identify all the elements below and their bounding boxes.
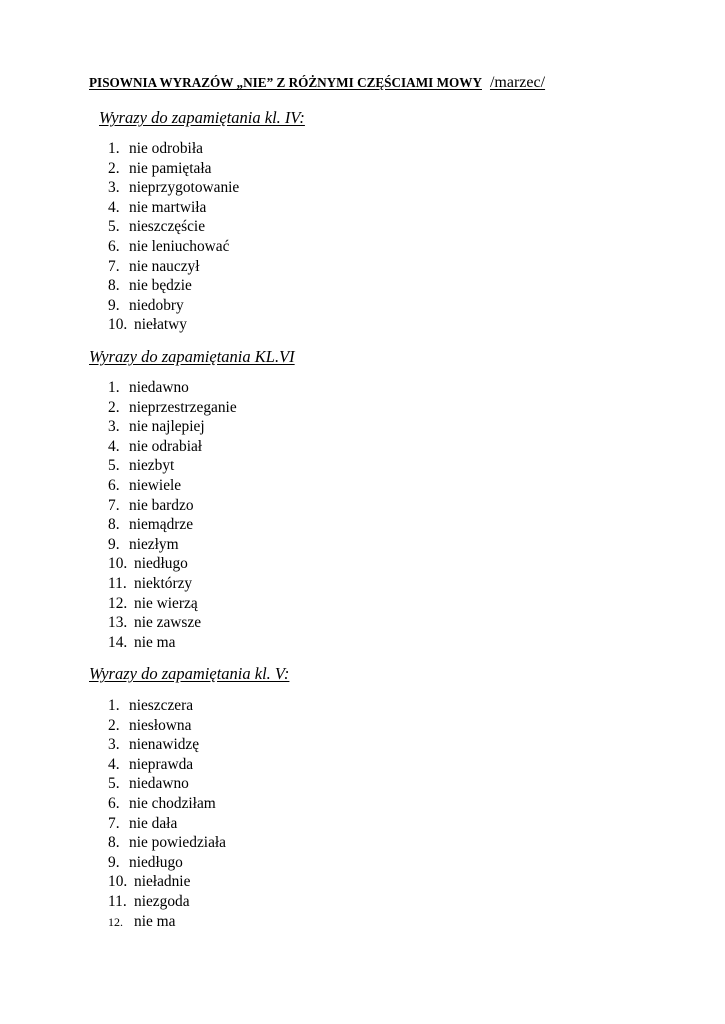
item-number: 7. xyxy=(108,496,120,514)
list-item xyxy=(108,178,239,198)
item-number: 9. xyxy=(108,296,120,314)
list-item xyxy=(108,535,237,555)
item-text: nie odrabiał xyxy=(129,437,203,455)
item-number: 3. xyxy=(108,736,120,754)
item-number: 14. xyxy=(108,633,128,651)
item-number: 2. xyxy=(108,716,120,734)
list-item xyxy=(108,217,239,237)
item-text: nieładnie xyxy=(134,873,191,891)
title-text: PISOWNIA WYRAZÓW „NIE” Z RÓŻNYMI CZĘŚCIAMI MOWY xyxy=(89,75,482,90)
list-item xyxy=(108,594,237,614)
list-item xyxy=(108,496,237,516)
list-item xyxy=(108,515,237,535)
item-text: nieprawda xyxy=(129,755,194,773)
item-number: 2. xyxy=(108,398,120,416)
item-text: niedawno xyxy=(129,775,189,793)
item-text: nie leniuchować xyxy=(129,237,230,255)
item-number: 11. xyxy=(108,574,127,592)
list-item xyxy=(108,276,239,296)
item-number: 5. xyxy=(108,218,120,236)
list-item xyxy=(108,912,226,932)
item-text: niedobry xyxy=(129,296,184,314)
item-number: 3. xyxy=(108,418,120,436)
item-number: 8. xyxy=(108,834,120,852)
page-title xyxy=(89,74,545,92)
item-number: 10. xyxy=(108,873,128,891)
list-item xyxy=(108,554,237,574)
item-number: 5. xyxy=(108,775,120,793)
list-item xyxy=(108,257,239,277)
section-heading-kl-iv: Wyrazy do zapamiętania kl. IV: xyxy=(99,108,305,127)
list-item xyxy=(108,139,239,159)
item-number: 4. xyxy=(108,755,120,773)
list-item xyxy=(108,716,226,736)
list-item xyxy=(108,613,237,633)
list-item xyxy=(108,437,237,457)
item-text: nieszczęście xyxy=(129,218,206,236)
item-text: nieszczera xyxy=(129,697,194,714)
list-item xyxy=(108,159,239,179)
list-item xyxy=(108,398,237,418)
item-text: nie odrobiła xyxy=(129,140,203,157)
list-item xyxy=(108,892,226,912)
list-item xyxy=(108,755,226,775)
item-number: 5. xyxy=(108,457,120,475)
item-text: nienawidzę xyxy=(129,736,200,754)
item-number: 2. xyxy=(108,159,120,177)
list-item xyxy=(108,237,239,257)
item-number: 1. xyxy=(108,140,120,157)
item-number: 6. xyxy=(108,794,120,812)
item-number: 11. xyxy=(108,892,127,910)
word-list-kl-vi xyxy=(108,378,237,652)
list-item xyxy=(108,456,237,476)
item-number: 3. xyxy=(108,179,120,197)
item-number: 8. xyxy=(108,277,120,295)
item-number: 10. xyxy=(108,555,128,573)
item-text: niektórzy xyxy=(134,574,193,592)
list-item xyxy=(108,378,237,398)
item-text: nie dała xyxy=(129,814,178,832)
item-text: nie ma xyxy=(134,633,176,651)
list-item xyxy=(108,315,239,335)
list-item xyxy=(108,833,226,853)
item-number: 9. xyxy=(108,535,120,553)
item-text: niełatwy xyxy=(134,316,187,334)
list-item xyxy=(108,814,226,834)
item-text: nie będzie xyxy=(129,277,192,295)
list-item xyxy=(108,296,239,316)
list-item xyxy=(108,794,226,814)
item-number: 12. xyxy=(108,914,123,929)
item-text: nie wierzą xyxy=(134,594,198,612)
item-number: 4. xyxy=(108,437,120,455)
item-number: 9. xyxy=(108,853,120,871)
item-text: nie bardzo xyxy=(129,496,194,514)
item-text: niedługo xyxy=(129,853,183,871)
item-text: niewiele xyxy=(129,476,182,494)
list-item xyxy=(108,476,237,496)
item-number: 13. xyxy=(108,614,128,632)
item-number: 1. xyxy=(108,379,120,396)
item-number: 7. xyxy=(108,814,120,832)
item-number: 12. xyxy=(108,594,128,612)
list-item xyxy=(108,872,226,892)
word-list-kl-v xyxy=(108,696,226,931)
item-text: niedawno xyxy=(129,379,189,396)
list-item xyxy=(108,696,226,716)
item-text: nie zawsze xyxy=(134,614,202,632)
item-text: nie nauczył xyxy=(129,257,200,275)
item-text: nie martwiła xyxy=(129,198,207,216)
item-number: 10. xyxy=(108,316,128,334)
item-text: niemądrze xyxy=(129,516,194,534)
list-item xyxy=(108,633,237,653)
item-text: niezgoda xyxy=(134,892,190,910)
item-number: 4. xyxy=(108,198,120,216)
list-item xyxy=(108,735,226,755)
item-number: 6. xyxy=(108,476,120,494)
item-number: 1. xyxy=(108,697,120,714)
list-item xyxy=(108,774,226,794)
item-text: nieprzygotowanie xyxy=(129,179,240,197)
section-heading-kl-v: Wyrazy do zapamiętania kl. V: xyxy=(89,664,290,683)
word-list-kl-iv xyxy=(108,139,239,335)
list-item xyxy=(108,853,226,873)
section-heading-kl-vi: Wyrazy do zapamiętania KL.VI xyxy=(89,347,295,366)
item-number: 8. xyxy=(108,516,120,534)
item-text: niesłowna xyxy=(129,716,192,734)
item-text: nie powiedziała xyxy=(129,834,227,852)
item-text: nie ma xyxy=(134,912,176,930)
item-text: niezłym xyxy=(129,535,179,553)
list-item xyxy=(108,574,237,594)
title-suffix: /marzec/ xyxy=(489,74,546,91)
list-item xyxy=(108,198,239,218)
item-text: nieprzestrzeganie xyxy=(129,398,237,416)
item-text: niezbyt xyxy=(129,457,175,475)
list-item xyxy=(108,417,237,437)
item-text: niedługo xyxy=(134,555,188,573)
item-number: 6. xyxy=(108,237,120,255)
item-text: nie pamiętała xyxy=(129,159,212,177)
item-number: 7. xyxy=(108,257,120,275)
item-text: nie najlepiej xyxy=(129,418,205,436)
item-text: nie chodziłam xyxy=(129,794,216,812)
